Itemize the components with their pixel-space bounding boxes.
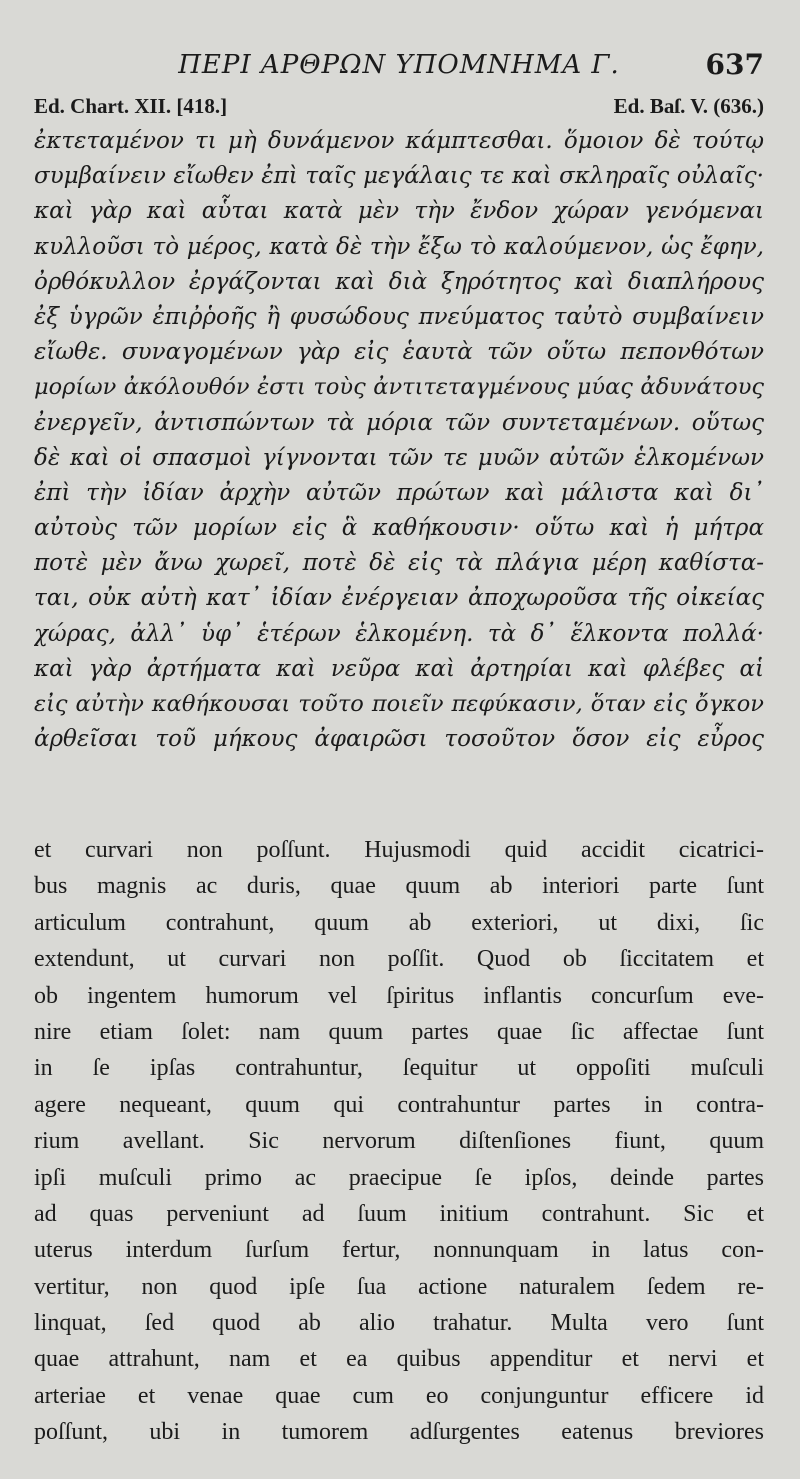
latin-text-block [34, 832, 764, 1451]
latin-line: et curvari non poſſunt. Hujusmodi quid accidit cicatrici- [34, 837, 764, 863]
greek-line: συμβαίνειν εἴωθεν ἐπὶ ταῖς μεγάλαις τε καὶ σκληραῖς οὐλαῖς· [34, 163, 764, 190]
edition-basel-ref: Ed. Baſ. V. (636.) [613, 94, 764, 118]
greek-line: ἐξ ὑγρῶν ἐπιῤῥοῆς ἢ φυσώδους πνεύματος ταὐτὸ συμβαίνειν [34, 303, 764, 330]
latin-line: poſſunt, ubi in tumorem adſurgentes eatenus breviores [34, 1419, 764, 1446]
edition-references [34, 94, 764, 122]
greek-line: αὐτοὺς τῶν μορίων εἰς ἃ καθήκουσιν· οὕτω καὶ ἡ μήτρα [34, 515, 764, 542]
greek-line: χώρας, ἀλλ᾽ ὑφ᾽ ἑτέρων ἑλκομένη. τὰ δ᾽ ἕλκοντα πολλά· [34, 620, 764, 647]
latin-line: vertitur, non quod ipſe ſua actione naturalem ſedem re- [34, 1273, 764, 1300]
greek-line: εἰς αὐτὴν καθήκουσαι τοῦτο ποιεῖν πεφύκασιν, ὅταν εἰς ὄγκον [34, 691, 764, 717]
greek-text-block [34, 124, 764, 764]
greek-line: καὶ γὰρ καὶ αὗται κατὰ μὲν τὴν ἔνδον χώραν γενόμεναι [34, 198, 764, 225]
running-title: ΠΕΡΙ ΑΡΘΡΩΝ ΥΠΟΜΝΗΜΑ Γ. [178, 50, 620, 80]
latin-line: linquat, ſed quod ab alio trahatur. Multa vero ſunt [34, 1310, 764, 1337]
running-head [34, 44, 764, 86]
latin-line: ob ingentem humorum vel ſpiritus inflantis concurſum eve- [34, 982, 764, 1009]
greek-line: ἐκτεταμένον τι μὴ δυνάμενον κάμπτεσθαι. ὅμοιον δὲ τούτῳ [34, 128, 764, 154]
latin-line: ad quas perveniunt ad ſuum initium contrahunt. Sic et [34, 1200, 764, 1227]
edition-chart-ref: Ed. Chart. XII. [418.] [34, 94, 228, 118]
greek-line: καὶ γὰρ ἀρτήματα καὶ νεῦρα καὶ ἀρτηρίαι καὶ φλέβες αἱ [34, 655, 764, 682]
greek-line: ἐνεργεῖν, ἀντισπώντων τὰ μόρια τῶν συντεταμένων. οὕτως [34, 409, 764, 436]
latin-line: in ſe ipſas contrahuntur, ſequitur ut oppoſiti muſculi [34, 1055, 764, 1082]
latin-line: agere nequeant, quum qui contrahuntur partes in contra- [34, 1091, 764, 1118]
latin-line: nire etiam ſolet: nam quum partes quae ſic affectae ſunt [34, 1018, 764, 1045]
greek-line: ἀρθεῖσαι τοῦ μήκους ἀφαιρῶσι τοσοῦτον ὅσον εἰς εὖρος [34, 726, 764, 753]
page-number: 637 [705, 48, 764, 81]
greek-line: δὲ καὶ οἱ σπασμοὶ γίγνονται τῶν τε μυῶν αὐτῶν ἑλκομένων [34, 444, 764, 471]
latin-line: uterus interdum ſurſum fertur, nonnunquam in latus con- [34, 1237, 764, 1264]
latin-line: articulum contrahunt, quum ab exteriori, ut dixi, ſic [34, 909, 764, 936]
greek-line: ἐπὶ τὴν ἰδίαν ἀρχὴν αὐτῶν πρώτων καὶ μάλιστα καὶ δι᾽ [34, 479, 764, 506]
greek-line: μορίων ἀκόλουθόν ἐστι τοὺς ἀντιτεταγμένους μύας ἀδυνάτους [34, 374, 764, 401]
latin-line: quae attrahunt, nam et ea quibus appenditur et nervi et [34, 1346, 764, 1373]
greek-line: ὀρθόκυλλον ἐργάζονται καὶ διὰ ξηρότητος καὶ διαπλήρους [34, 268, 764, 295]
greek-line: κυλλοῦσι τὸ μέρος, κατὰ δὲ τὴν ἔξω τὸ καλούμενον, ὡς ἔφην, [34, 233, 764, 260]
latin-line: bus magnis ac duris, quae quum ab interiori parte ſunt [34, 873, 764, 900]
greek-line: ται, οὐκ αὐτὴ κατ᾽ ἰδίαν ἐνέργειαν ἀποχωροῦσα τῆς οἰκείας [34, 585, 764, 612]
greek-line: ποτὲ μὲν ἄνω χωρεῖ, ποτὲ δὲ εἰς τὰ πλάγια μέρη καθίστα- [34, 550, 764, 577]
greek-line: εἴωθε. συναγομένων γὰρ εἰς ἑαυτὰ τῶν οὕτω πεπονθότων [34, 339, 764, 366]
latin-line: extendunt, ut curvari non poſſit. Quod ob ſiccitatem et [34, 946, 764, 973]
latin-line: rium avellant. Sic nervorum diſtenſiones fiunt, quum [34, 1128, 764, 1155]
latin-line: ipſi muſculi primo ac praecipue ſe ipſos, deinde partes [34, 1164, 764, 1191]
latin-line: arteriae et venae quae cum eo conjunguntur efficere id [34, 1382, 764, 1409]
